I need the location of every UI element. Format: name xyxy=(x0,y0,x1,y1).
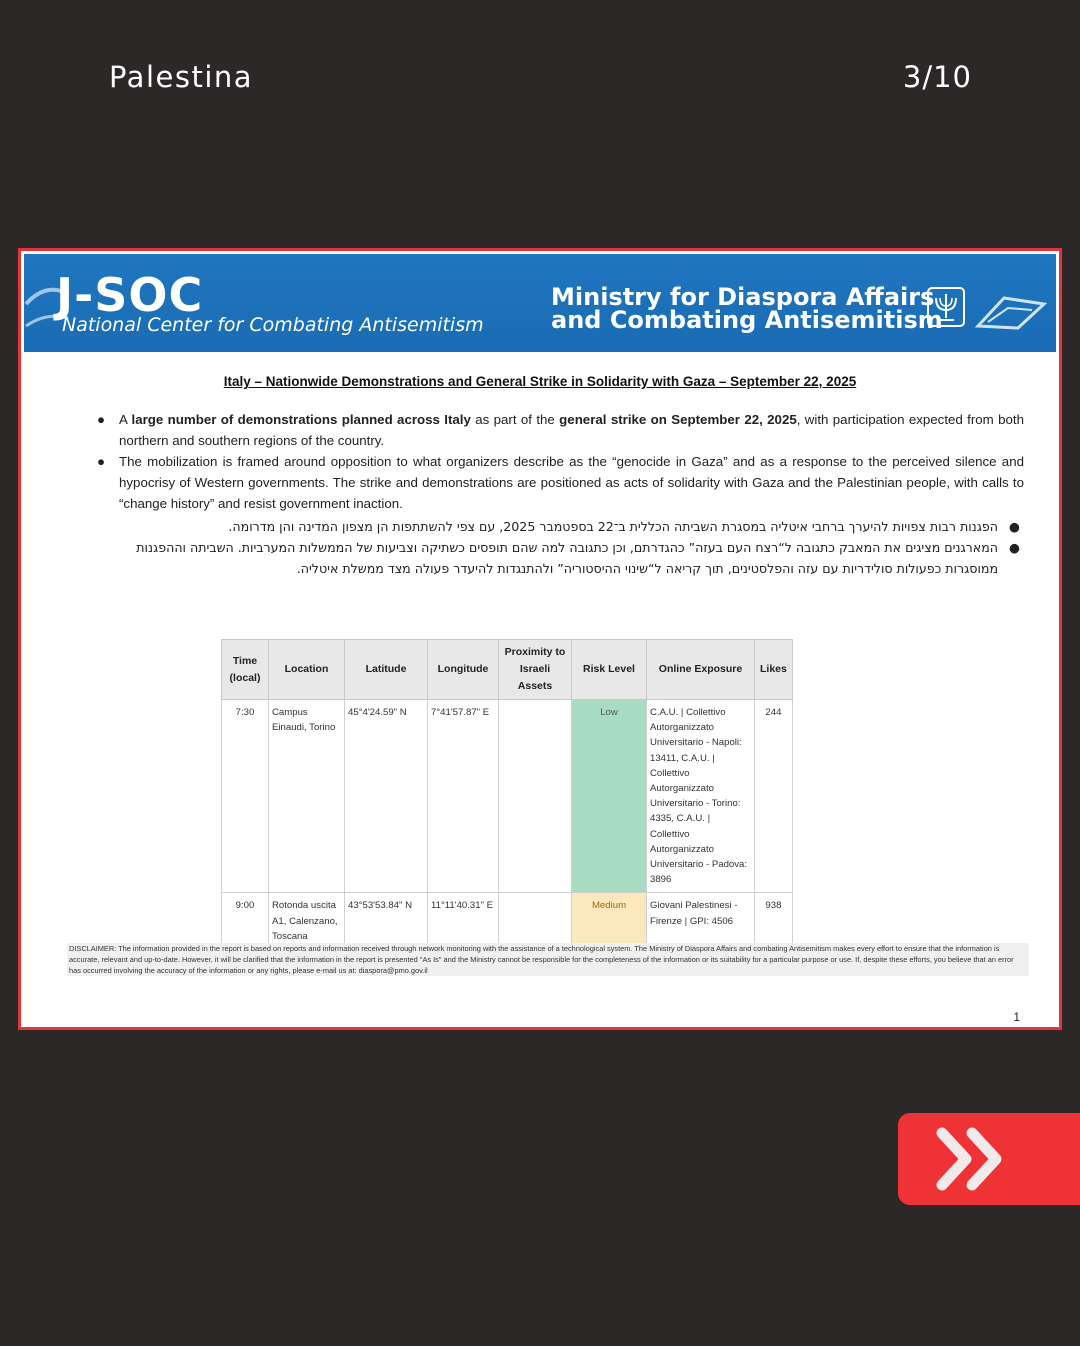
cell-proximity xyxy=(499,700,572,893)
table-header-row xyxy=(222,640,793,700)
column-header: Risk Level xyxy=(572,640,647,700)
document-heading: Italy – Nationwide Demonstrations and General Strike in Solidarity with Gaza – September 22, 2025 xyxy=(223,374,857,389)
table-row xyxy=(222,893,793,950)
cell-time: 9:00 xyxy=(222,893,269,950)
cell-latitude: 43°53'53.84" N xyxy=(345,893,428,950)
bullet-dot-icon: ● xyxy=(97,454,106,469)
bullet-dot-icon: ● xyxy=(1009,519,1020,534)
bullet-text: A xyxy=(119,412,132,427)
table-row xyxy=(222,700,793,893)
next-slide-button[interactable] xyxy=(898,1113,1080,1205)
column-header: Online Exposure xyxy=(647,640,755,700)
bullet-dot-icon: ● xyxy=(97,412,106,427)
hebrew-bullet-text: המארגנים מציגים את המאבק כתגובה ל“רצח העם בעזה” כהגדרתם, וכן כתגובה למה שהם תופסים כשתיקה וצביעות של הממשלות המערביות. השביתה וההפגנות ממוסגרות כפעולות סולידריות עם עזה והפלסטינים, תוך קריאה ל“שינוי ההיסטוריה” ולהתנגדות להיעדר פעולה מצד ממשלת איטליה. xyxy=(136,540,998,576)
ministry-logo-icon xyxy=(974,288,1050,332)
disclaimer: DISCLAIMER: The information provided in the report is based on reports and information received through network monitoring with the assistance of a technological system. The Ministry of Diaspora Affairs and combating Antisemitism makes every effort to ensure that the information is accurate, relevant and up-to-date. However, it will be clarified that the information in the report is presented "As Is" and the Ministry cannot be responsible for the completeness of the information or its suitability for a particular purpose or use. If, despite these efforts, you believe that an error has occurred involving the accuracy of the information or any rights, please e-mail us at: diaspora@pmo.gov.il xyxy=(67,943,1029,976)
cell-online-exposure: Giovani Palestinesi - Firenze | GPI: 4506 xyxy=(647,893,755,950)
bullet-bold: large number of demonstrations planned across Italy xyxy=(131,412,471,427)
cell-risk-level: Medium xyxy=(572,893,647,950)
cell-longitude: 11°11'40.31" E xyxy=(428,893,499,950)
column-header: Location xyxy=(269,640,345,700)
hebrew-bullet-item xyxy=(94,537,1020,579)
cell-online-exposure: C.A.U. | Collettivo Autorganizzato Universitario - Napoli: 13411, C.A.U. | Collettivo Autorganizzato Universitario - Torino: 4335, C.A.U. | Collettivo Autorganizzato Universitario - Padova: 3896 xyxy=(647,700,755,893)
ministry-name xyxy=(551,283,943,334)
ministry-line-2: and Combating Antisemitism xyxy=(551,306,943,334)
jsoc-subtitle: National Center for Combating Antisemitism xyxy=(62,314,484,336)
cell-likes: 938 xyxy=(755,893,793,950)
ministry-line-1: Ministry for Diaspora Affairs xyxy=(551,283,935,311)
post-title: Palestina xyxy=(109,60,254,94)
hebrew-bullets xyxy=(94,516,1020,579)
hebrew-bullet-text: הפגנות רבות צפויות להיערך ברחבי איטליה במסגרת השביתה הכללית ב־22 בספטמבר 2025, עם צפי להשתתפות הן מצפון המדינה והן מדרומה. xyxy=(228,519,998,534)
hebrew-bullet-item xyxy=(94,516,1020,537)
cell-latitude: 45°4'24.59" N xyxy=(345,700,428,893)
jsoc-title: J-SOC xyxy=(56,268,204,322)
column-header: Latitude xyxy=(345,640,428,700)
bullet-text: as part of the xyxy=(470,412,560,427)
column-header: Proximity to Israeli Assets xyxy=(499,640,572,700)
document-image xyxy=(18,248,1062,1030)
double-chevron-right-icon xyxy=(936,1127,1008,1191)
cell-risk-level: Low xyxy=(572,700,647,893)
cell-location: Rotonda uscita A1, Calenzano, Toscana xyxy=(269,893,345,950)
bullet-item xyxy=(97,451,1024,514)
page-counter: 3/10 xyxy=(902,60,972,94)
state-emblem-icon xyxy=(926,286,966,328)
column-header: Likes xyxy=(755,640,793,700)
cell-proximity xyxy=(499,893,572,950)
bullet-bold: general strike on September 22, 2025 xyxy=(559,412,797,427)
document-banner xyxy=(24,254,1056,352)
column-header: Longitude xyxy=(428,640,499,700)
english-bullets xyxy=(97,409,1024,514)
cell-location: Campus Einaudi, Torino xyxy=(269,700,345,893)
bullet-dot-icon: ● xyxy=(1009,540,1020,555)
bullet-text: , with participation expected from both northern and southern regions of the country. xyxy=(119,412,1024,448)
cell-time: 7:30 xyxy=(222,700,269,893)
cell-longitude: 7°41'57.87" E xyxy=(428,700,499,893)
page-number: 1 xyxy=(1013,1010,1020,1024)
column-header: Time (local) xyxy=(222,640,269,700)
events-table xyxy=(221,639,793,950)
bullet-text: The mobilization is framed around opposition to what organizers describe as the “genocide in Gaza” and as a response to the perceived silence and hypocrisy of Western governments. The strike and demonstrations are positioned as acts of solidarity with Gaza and the Palestinian people, with calls to “change history” and resist government inaction. xyxy=(119,454,1024,511)
bullet-item xyxy=(97,409,1024,451)
cell-likes: 244 xyxy=(755,700,793,893)
